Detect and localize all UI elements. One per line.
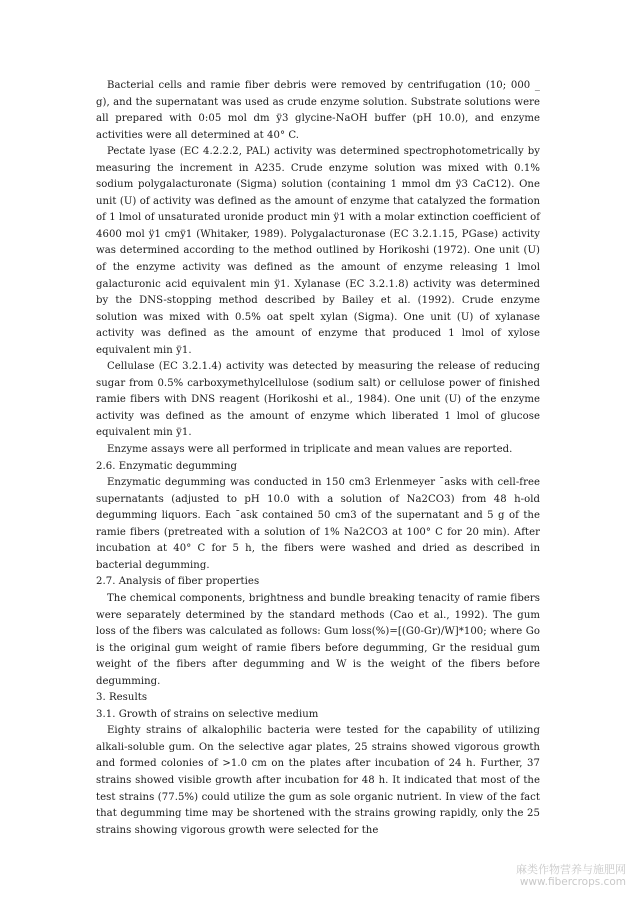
document-body (96, 78, 540, 839)
paragraph-fiber-analysis: The chemical components, brightness and bundle breaking tenacity of ramie fibers were separately determined by the standard methods (Cao et al., 1992). The gum loss of the fibers was calculated as follows: Gum loss(%)=[(G0-Gr)/W]*100; where Go is the original gum weight of ramie fibers before degumming, Gr the residual gum weight of the fibers after degumming and W is the weight of the fibers before degumming. (96, 592, 540, 687)
paragraph-assays: Enzyme assays were all performed in triplicate and mean values are reported. (107, 444, 513, 456)
paragraph-cellulase: Cellulase (EC 3.2.1.4) activity was detected by measuring the release of reducing sugar from 0.5% carboxymethylcellulose (sodium salt) or cellulose power of finished ramie fibers with DNS reagent (Horikoshi et al., 1984). One unit (U) of the enzyme activity was defined as the amount of enzyme which liberated 1 lmol of glucose equivalent min ÿ1. (96, 361, 540, 439)
section-heading-enzymatic-degumming: 2.6. Enzymatic degumming (96, 460, 238, 472)
site-watermark (516, 863, 626, 889)
paragraph-growth: Eighty strains of alkalophilic bacteria were tested for the capability of utilizing alkali-soluble gum. On the selective agar plates, 25 strains showed vigorous growth and formed colonies of >1.0 cm on the plates after incubation of 24 h. Further, 37 strains showed visible growth after incubation for 48 h. It indicated that most of the test strains (77.5%) could utilize the gum as sole organic nutrient. In view of the fact that degumming time may be shortened with the strains growing rapidly, only the 25 strains showing vigorous growth were selected for the (96, 725, 540, 836)
watermark-site-name: 麻类作物营养与施肥网 (516, 863, 626, 876)
section-heading-results: 3. Results (96, 692, 148, 704)
section-heading-fiber-analysis: 2.7. Analysis of fiber properties (96, 576, 260, 588)
paragraph-enzymatic-degumming: Enzymatic degumming was conducted in 150 cm3 Erlenmeyer ¯asks with cell-free supernatants (adjusted to pH 10.0 with a solution of Na2CO3) from 48 h-old degumming liquors. Each ¯ask contained 50 cm3 of the supernatant and 5 g of the ramie fibers (pretreated with a solution of 1% Na2CO3 at 100° C for 20 min). After incubation at 40° C for 5 h, the fibers were washed and dried as described in bacterial degumming. (96, 477, 540, 571)
paragraph-pectate-lyase: Pectate lyase (EC 4.2.2.2, PAL) activity was determined spectrophotometrically by measuring the increment in A235. Crude enzyme solution was mixed with 0.1% sodium polygalacturonate (Sigma) solution (containing 1 mmol dm ÿ3 CaC12). One unit (U) of activity was defined as the amount of enzyme that catalyzed the formation of 1 lmol of unsaturated uronide product min ÿ1 with a molar extinction coefficient of 4600 mol ÿ1 cmÿ1 (Whitaker, 1989). Polygalacturonase (EC 3.2.1.15, PGase) activity was determined according to the method outlined by Horikoshi (1972). One unit (U) of the enzyme activity was defined as the amount of enzyme releasing 1 lmol galacturonic acid equivalent min ÿ1. Xylanase (EC 3.2.1.8) activity was determined by the DNS-stopping method described by Bailey et al. (1992). Crude enzyme solution was mixed with 0.5% oat spelt xylan (Sigma). One unit (U) of xylanase activity was defined as the amount of enzyme that produced 1 lmol of xylose equivalent min ÿ1. (96, 146, 540, 356)
watermark-url: www.fibercrops.com (519, 876, 626, 888)
paragraph-enzyme-solution: Bacterial cells and ramie fiber debris were removed by centrifugation (10; 000 _ g), and the supernatant was used as crude enzyme solution. Substrate solutions were all prepared with 0:05 mol dm ÿ3 glycine-NaOH buffer (pH 10.0), and enzyme activities were all determined at 40° C. (96, 80, 540, 141)
section-heading-growth: 3.1. Growth of strains on selective medium (96, 708, 319, 720)
